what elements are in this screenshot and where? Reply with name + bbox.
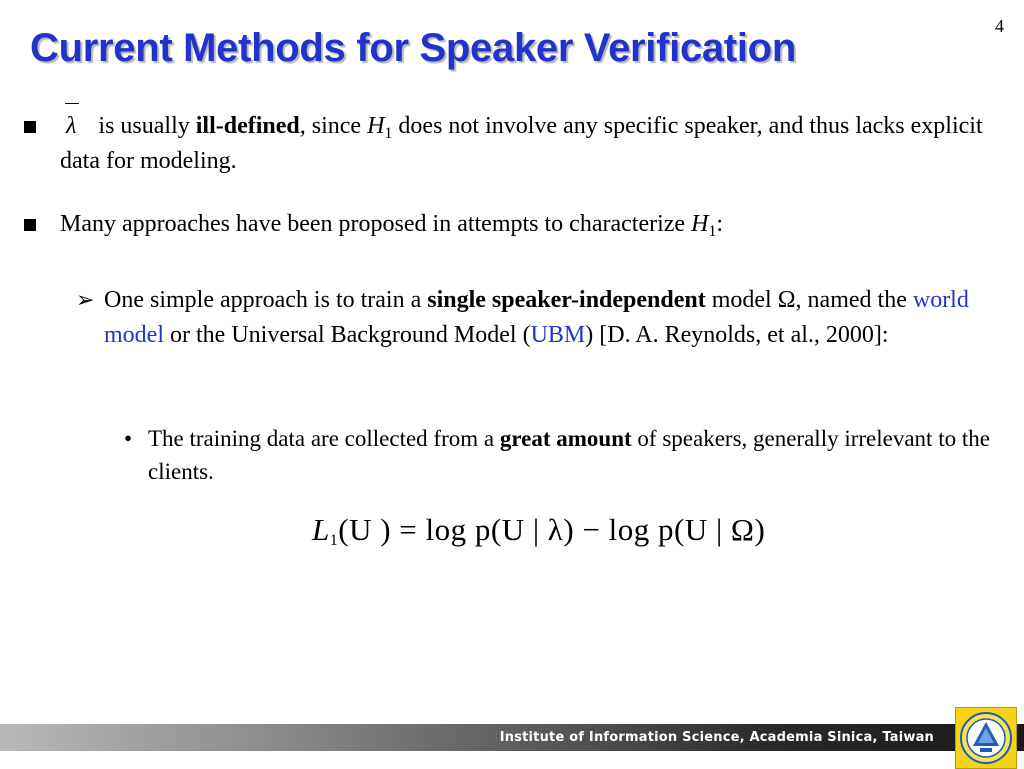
sub-bullet-text-a: One simple approach is to train a [104, 287, 428, 313]
ubm-term: UBM [530, 322, 586, 348]
h-variable: H [691, 211, 709, 237]
square-bullet-icon [24, 219, 36, 231]
bullet-text-1 [60, 109, 984, 179]
bullet-1-text-a: is usually [92, 113, 196, 139]
h-subscript: 1 [384, 125, 393, 142]
bullet-2-text-b: : [716, 211, 724, 237]
subsub-bullet-item [124, 422, 1014, 488]
lambda-bar-symbol: λ [60, 109, 92, 144]
likelihood-equation [312, 512, 765, 548]
arrow-bullet-icon: ➢ [76, 288, 95, 313]
bullet-1-text-c: does not involve any specific speaker, and thus lacks explicit data for modeling. [60, 113, 983, 174]
bullet-1-text-b: , since [299, 113, 368, 139]
sub-bullet-item [76, 283, 1006, 353]
bullet-item-2 [24, 207, 984, 242]
page-number: 4 [995, 16, 1004, 36]
academia-sinica-logo-icon [955, 707, 1017, 769]
subsub-text-a: The training data are collected from a [148, 426, 500, 451]
bullet-text-2 [60, 207, 984, 242]
subsub-bold: great amount [499, 426, 632, 451]
subsub-text-b: of speakers, generally irrelevant to the clients. [148, 426, 990, 484]
bullet-1-bold: ill-defined [195, 113, 300, 139]
sub-bullet-text [104, 283, 1006, 353]
equation-l: L [312, 512, 330, 547]
dot-bullet-icon: • [124, 426, 133, 451]
sub-bullet-text-c: or the Universal Background Model ( [164, 322, 531, 348]
footer-institute-text: Institute of Information Science, Academia Sinica, Taiwan [499, 730, 934, 745]
subsub-bullet-text [148, 422, 1014, 488]
sub-bullet-text-b: model Ω, named the [705, 287, 913, 313]
slide-title: Current Methods for Speaker Verification [30, 26, 796, 70]
sub-bullet-text-d: ) [D. A. Reynolds, et al., 2000]: [585, 322, 889, 348]
h-subscript: 1 [708, 223, 717, 240]
equation-subscript: 1 [329, 532, 339, 549]
bullet-2-text-a: Many approaches have been proposed in attempts to characterize [60, 211, 692, 237]
sub-bullet-bold: single speaker-independent [427, 287, 706, 313]
bullet-item-1 [24, 109, 984, 179]
h-variable: H [367, 113, 385, 139]
equation-body: (U ) = log p(U | λ) − log p(U | Ω) [338, 512, 766, 547]
world-model-term: world model [104, 287, 969, 348]
square-bullet-icon [24, 121, 36, 133]
